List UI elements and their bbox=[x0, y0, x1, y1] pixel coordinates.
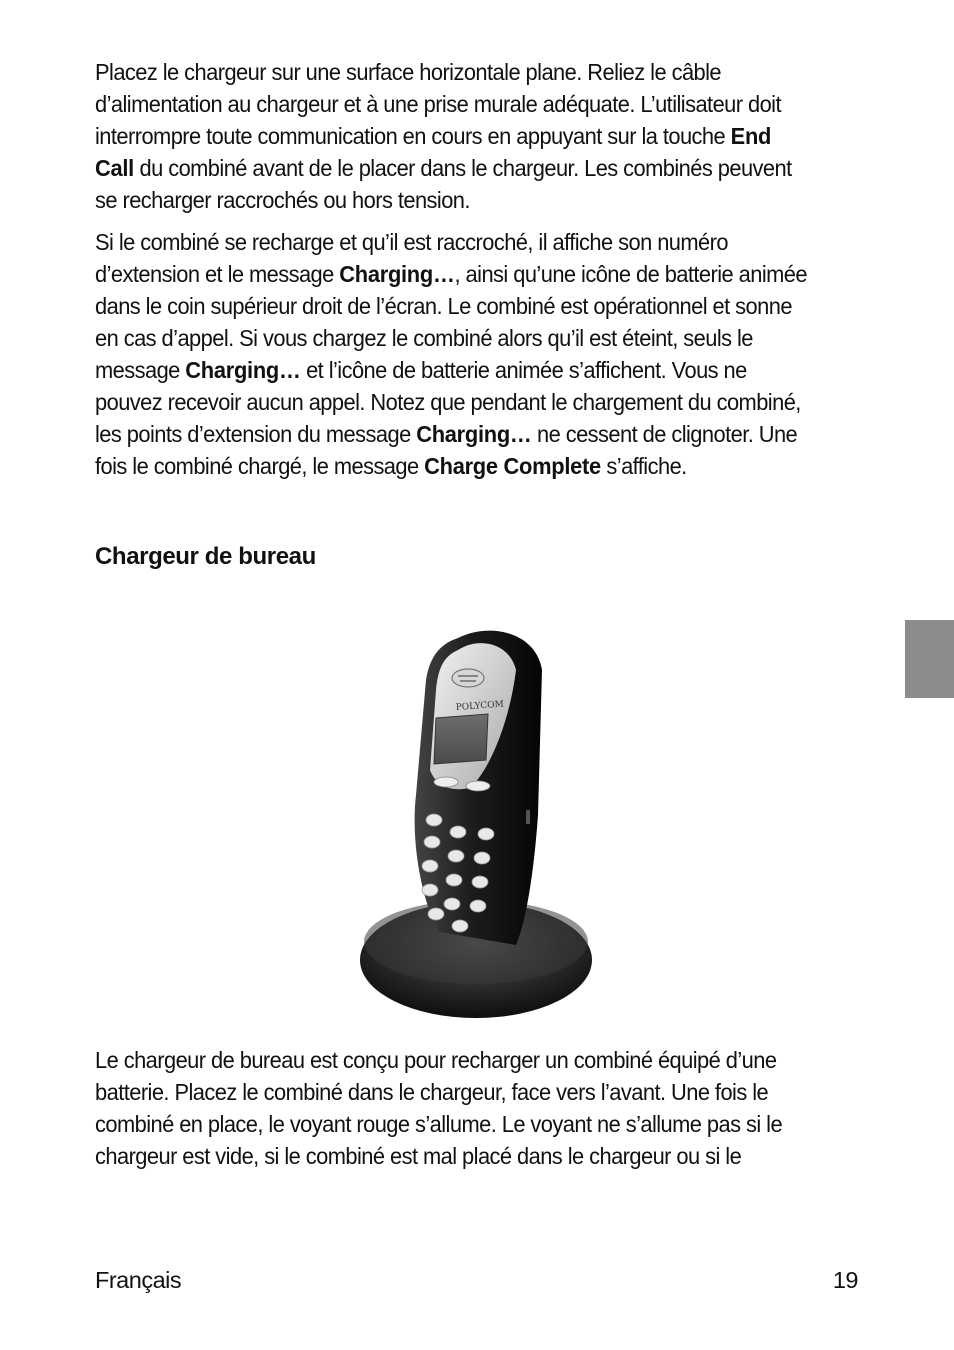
section-heading: Chargeur de bureau bbox=[95, 543, 316, 570]
desktop-charger-figure bbox=[340, 610, 620, 1030]
charging-message-2: Charging… bbox=[185, 357, 301, 383]
charging-message-3: Charging… bbox=[416, 421, 532, 447]
p3-text-1: Le chargeur de bureau est conçu pour recharger un combiné équipé d’une batterie. Placez le combiné dans le chargeur, face vers l’avant. Une fois le combiné en place, le voyant rouge s’allume. Le voyant ne s’allume pas si le chargeur est vide, si le combiné est mal placé dans le chargeur ou si le bbox=[95, 1047, 783, 1169]
p2-text-1: Si le combiné se recharge et qu’il est raccroché, il affiche son numéro d’extension et le message bbox=[95, 229, 728, 287]
end-call-key-label: End Call bbox=[95, 123, 772, 181]
p1-text-2: du combiné avant de le placer dans le chargeur. Les combinés peuvent se recharger raccrochés ou hors tension. bbox=[95, 155, 792, 213]
chapter-thumb-tab bbox=[905, 620, 954, 698]
page-number: 19 bbox=[832, 1267, 858, 1293]
intro-paragraph bbox=[95, 56, 811, 216]
footer-language: Français bbox=[95, 1267, 182, 1293]
p1-text-1: Placez le chargeur sur une surface horizontale plane. Reliez le câble d’alimentation au chargeur et à une prise murale adéquate. L’utilisateur doit interrompre toute communication en cours en appuyant sur la touche bbox=[95, 59, 782, 149]
handset-in-charger-icon bbox=[340, 610, 620, 1030]
p2-text-2: , ainsi qu’une icône de batterie animée dans le coin supérieur droit de l’écran. Le combiné est opérationnel et sonne en cas d’appel. Si vous chargez le combiné alors qu’il est éteint, seuls le message bbox=[95, 261, 807, 383]
charge-complete-message: Charge Complete bbox=[424, 453, 601, 479]
p2-text-5: s’affiche. bbox=[600, 453, 687, 479]
desktop-charger-paragraph bbox=[95, 1044, 811, 1172]
charging-paragraph bbox=[95, 226, 811, 482]
p2-text-3: et l’icône de batterie animée s’affichent. Vous ne pouvez recevoir aucun appel. Notez que pendant le chargement du combiné, les points d’extension du message bbox=[95, 357, 801, 447]
p2-text-4: ne cessent de clignoter. Une fois le combiné chargé, le message bbox=[95, 421, 798, 479]
charging-message-1: Charging… bbox=[339, 261, 455, 287]
brand-label: POLYCOM bbox=[455, 699, 505, 713]
